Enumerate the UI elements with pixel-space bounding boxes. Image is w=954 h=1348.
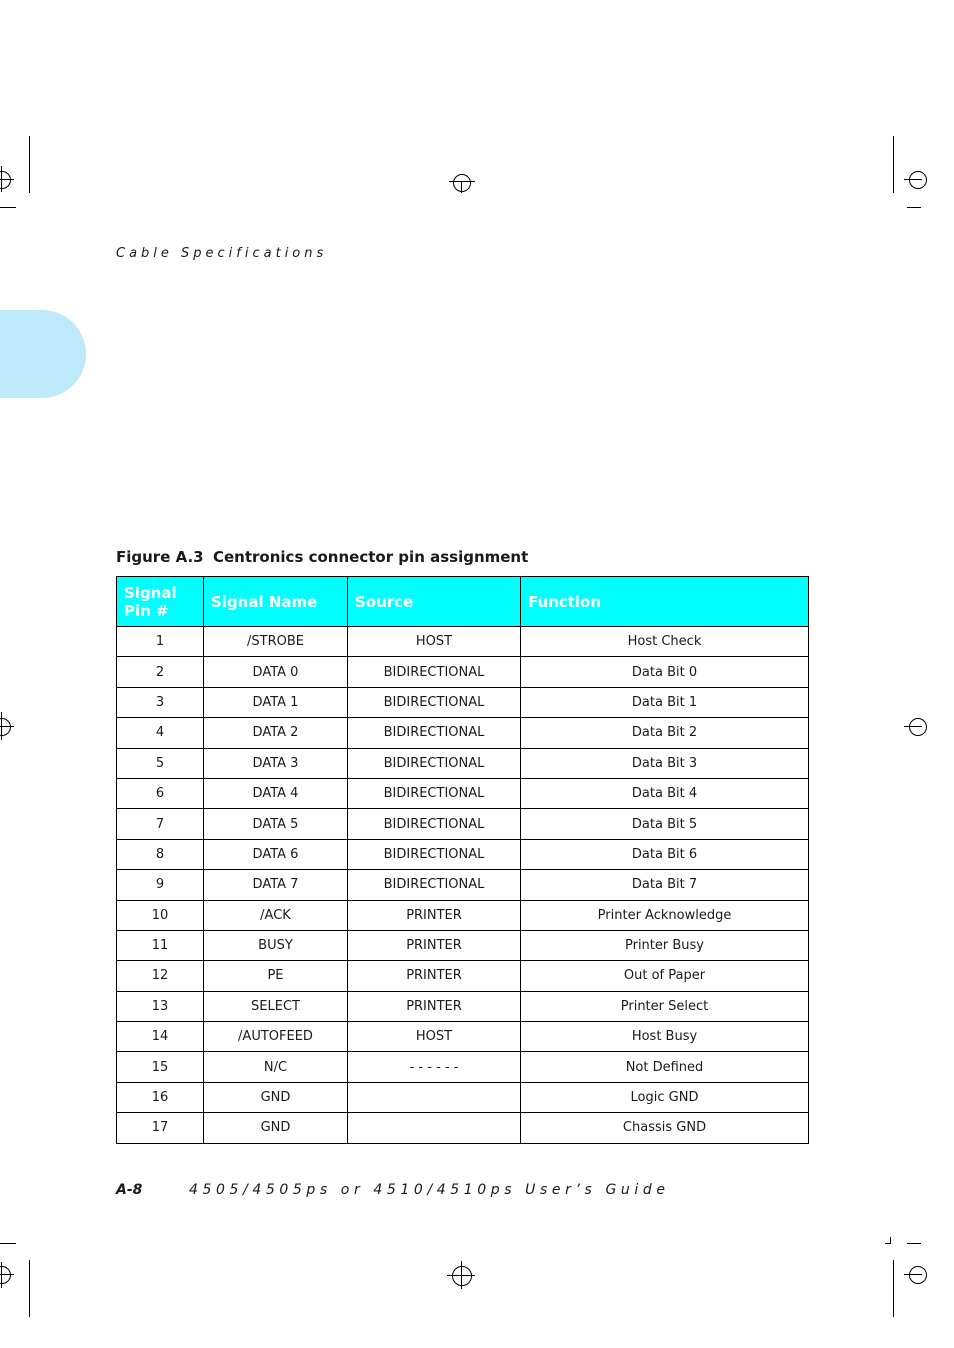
table-row <box>117 870 809 900</box>
cell-source <box>348 1082 521 1112</box>
cell-source: BIDIRECTIONAL <box>348 778 521 808</box>
cell-signal-name: DATA 4 <box>204 778 348 808</box>
cell-function: Not Defined <box>521 1052 809 1082</box>
cell-signal-name: GND <box>204 1082 348 1112</box>
cell-function: Data Bit 3 <box>521 748 809 778</box>
cell-function: Printer Busy <box>521 930 809 960</box>
cell-signal-name: DATA 6 <box>204 839 348 869</box>
cell-function: Printer Acknowledge <box>521 900 809 930</box>
cell-function: Data Bit 0 <box>521 657 809 687</box>
cell-signal-pin: 3 <box>117 687 204 717</box>
cell-signal-pin: 15 <box>117 1052 204 1082</box>
column-header-function: Function <box>521 577 809 627</box>
cell-signal-pin: 1 <box>117 627 204 657</box>
cell-source: PRINTER <box>348 930 521 960</box>
cell-source: HOST <box>348 1022 521 1052</box>
table-body <box>117 627 809 1144</box>
table-row <box>117 809 809 839</box>
table-row <box>117 718 809 748</box>
cell-function: Out of Paper <box>521 961 809 991</box>
figure-caption <box>116 548 528 566</box>
cell-function: Data Bit 5 <box>521 809 809 839</box>
cell-function: Printer Select <box>521 991 809 1021</box>
column-header-signal-name: Signal Name <box>204 577 348 627</box>
cell-signal-pin: 9 <box>117 870 204 900</box>
cell-source: PRINTER <box>348 991 521 1021</box>
cell-function: Chassis GND <box>521 1113 809 1143</box>
cell-source: HOST <box>348 627 521 657</box>
cell-signal-name: N/C <box>204 1052 348 1082</box>
cell-source: PRINTER <box>348 961 521 991</box>
cell-signal-pin: 6 <box>117 778 204 808</box>
cell-function: Host Check <box>521 627 809 657</box>
cell-source: BIDIRECTIONAL <box>348 870 521 900</box>
cell-signal-name: /STROBE <box>204 627 348 657</box>
cell-function: Data Bit 6 <box>521 839 809 869</box>
cell-signal-pin: 13 <box>117 991 204 1021</box>
cell-signal-name: DATA 3 <box>204 748 348 778</box>
table-row <box>117 1113 809 1143</box>
cell-source: BIDIRECTIONAL <box>348 687 521 717</box>
cell-function: Data Bit 7 <box>521 870 809 900</box>
column-header-source: Source <box>348 577 521 627</box>
cell-signal-pin: 11 <box>117 930 204 960</box>
cell-function: Host Busy <box>521 1022 809 1052</box>
cell-signal-name: GND <box>204 1113 348 1143</box>
pin-assignment-table <box>116 576 809 1144</box>
figure-title: Centronics connector pin assignment <box>213 548 529 566</box>
cell-signal-pin: 4 <box>117 718 204 748</box>
table-header-row <box>117 577 809 627</box>
cell-signal-name: DATA 1 <box>204 687 348 717</box>
table-row <box>117 1022 809 1052</box>
cell-source: BIDIRECTIONAL <box>348 748 521 778</box>
cell-signal-name: DATA 7 <box>204 870 348 900</box>
cell-source: PRINTER <box>348 900 521 930</box>
cell-source: BIDIRECTIONAL <box>348 839 521 869</box>
cell-signal-pin: 10 <box>117 900 204 930</box>
table-row <box>117 778 809 808</box>
cell-function: Logic GND <box>521 1082 809 1112</box>
table-row <box>117 961 809 991</box>
cell-signal-pin: 14 <box>117 1022 204 1052</box>
cell-source: - - - - - - <box>348 1052 521 1082</box>
table-row <box>117 748 809 778</box>
table-row <box>117 657 809 687</box>
table-row <box>117 627 809 657</box>
cell-signal-pin: 8 <box>117 839 204 869</box>
cell-source: BIDIRECTIONAL <box>348 718 521 748</box>
cell-function: Data Bit 1 <box>521 687 809 717</box>
cell-signal-name: DATA 5 <box>204 809 348 839</box>
table-row <box>117 839 809 869</box>
figure-number: Figure A.3 <box>116 548 204 566</box>
cell-function: Data Bit 4 <box>521 778 809 808</box>
table-row <box>117 991 809 1021</box>
cell-source <box>348 1113 521 1143</box>
cell-signal-pin: 12 <box>117 961 204 991</box>
cell-signal-pin: 5 <box>117 748 204 778</box>
cell-function: Data Bit 2 <box>521 718 809 748</box>
table-row <box>117 930 809 960</box>
cell-signal-name: /ACK <box>204 900 348 930</box>
table-row <box>117 1052 809 1082</box>
cell-source: BIDIRECTIONAL <box>348 657 521 687</box>
cell-signal-name: DATA 2 <box>204 718 348 748</box>
cell-signal-pin: 7 <box>117 809 204 839</box>
running-header: Cable Specifications <box>116 246 328 261</box>
cell-signal-name: SELECT <box>204 991 348 1021</box>
cell-signal-name: DATA 0 <box>204 657 348 687</box>
table-row <box>117 900 809 930</box>
cell-signal-pin: 2 <box>117 657 204 687</box>
table-row <box>117 1082 809 1112</box>
footer-book-title: 4505/4505ps or 4510/4510ps User’s Guide <box>189 1182 670 1198</box>
page-number: A-8 <box>116 1182 143 1198</box>
cell-signal-name: BUSY <box>204 930 348 960</box>
cell-source: BIDIRECTIONAL <box>348 809 521 839</box>
cell-signal-pin: 17 <box>117 1113 204 1143</box>
cell-signal-pin: 16 <box>117 1082 204 1112</box>
column-header-signal-pin: Signal Pin # <box>117 577 204 627</box>
cell-signal-name: /AUTOFEED <box>204 1022 348 1052</box>
chapter-thumb-tab <box>0 310 86 398</box>
table-row <box>117 687 809 717</box>
cell-signal-name: PE <box>204 961 348 991</box>
